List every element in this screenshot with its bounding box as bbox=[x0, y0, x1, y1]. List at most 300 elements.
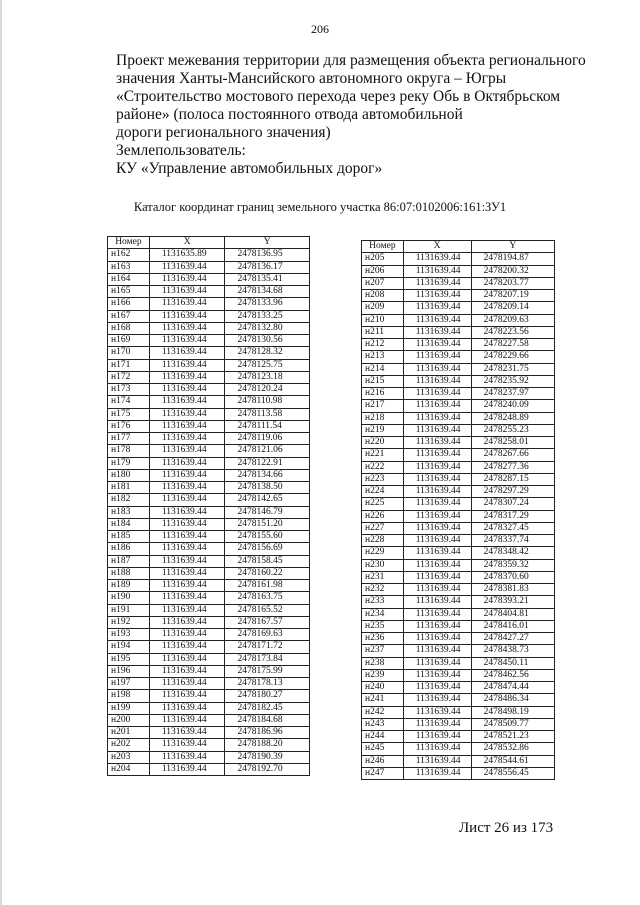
coord-y: 2478207.19 bbox=[471, 290, 554, 302]
coord-x: 1131639.44 bbox=[403, 412, 471, 424]
coord-x: 1131639.44 bbox=[403, 571, 471, 583]
coord-x: 1131639.44 bbox=[149, 518, 225, 530]
coord-x: 1131639.44 bbox=[149, 567, 225, 579]
point-number: н242 bbox=[362, 706, 404, 718]
coord-x: 1131639.44 bbox=[403, 731, 471, 743]
table-row bbox=[362, 535, 555, 547]
point-number: н183 bbox=[108, 506, 150, 518]
point-number: н171 bbox=[108, 359, 150, 371]
title-line: значения Ханты-Мансийского автономного округа – Югры bbox=[116, 70, 507, 87]
coord-y: 2478136.95 bbox=[225, 249, 310, 261]
point-number: н184 bbox=[108, 518, 150, 530]
coord-x: 1131639.44 bbox=[403, 584, 471, 596]
point-number: н210 bbox=[362, 314, 404, 326]
table-row bbox=[362, 608, 555, 620]
point-number: н207 bbox=[362, 277, 404, 289]
coord-x: 1131639.44 bbox=[149, 702, 225, 714]
coord-x: 1131639.44 bbox=[403, 522, 471, 534]
coord-x: 1131639.44 bbox=[403, 755, 471, 767]
coord-x: 1131639.44 bbox=[403, 302, 471, 314]
coord-x: 1131639.44 bbox=[149, 678, 225, 690]
coord-x: 1131639.44 bbox=[149, 445, 225, 457]
coord-x: 1131639.44 bbox=[403, 694, 471, 706]
table-row bbox=[108, 335, 310, 347]
coord-x: 1131639.44 bbox=[403, 498, 471, 510]
coord-x: 1131639.44 bbox=[149, 286, 225, 298]
table-row bbox=[108, 616, 310, 628]
point-number: н162 bbox=[108, 249, 150, 261]
coord-x: 1131639.44 bbox=[149, 629, 225, 641]
table-row bbox=[362, 437, 555, 449]
point-number: н221 bbox=[362, 449, 404, 461]
table-row bbox=[108, 273, 310, 285]
coordinates-table-left bbox=[107, 236, 310, 776]
coord-x: 1131639.44 bbox=[403, 547, 471, 559]
coord-x: 1131639.44 bbox=[149, 580, 225, 592]
point-number: н199 bbox=[108, 702, 150, 714]
coord-x: 1131639.44 bbox=[403, 633, 471, 645]
coord-y: 2478486.34 bbox=[471, 694, 554, 706]
point-number: н179 bbox=[108, 457, 150, 469]
point-number: н229 bbox=[362, 547, 404, 559]
header-y: Y bbox=[471, 241, 554, 253]
point-number: н233 bbox=[362, 596, 404, 608]
coord-y: 2478128.32 bbox=[225, 347, 310, 359]
table-row bbox=[108, 469, 310, 481]
coord-x: 1131639.44 bbox=[149, 494, 225, 506]
table-row bbox=[108, 543, 310, 555]
table-row bbox=[108, 665, 310, 677]
coord-x: 1131639.44 bbox=[149, 555, 225, 567]
point-number: н192 bbox=[108, 616, 150, 628]
point-number: н182 bbox=[108, 494, 150, 506]
coord-y: 2478337.74 bbox=[471, 535, 554, 547]
point-number: н193 bbox=[108, 629, 150, 641]
coord-y: 2478235.92 bbox=[471, 375, 554, 387]
point-number: н213 bbox=[362, 351, 404, 363]
coord-y: 2478194.87 bbox=[471, 253, 554, 265]
table-row bbox=[362, 596, 555, 608]
coord-y: 2478240.09 bbox=[471, 400, 554, 412]
table-row bbox=[108, 298, 310, 310]
table-row bbox=[362, 657, 555, 669]
coord-x: 1131639.44 bbox=[149, 408, 225, 420]
point-number: н217 bbox=[362, 400, 404, 412]
point-number: н220 bbox=[362, 437, 404, 449]
coord-y: 2478160.22 bbox=[225, 567, 310, 579]
point-number: н240 bbox=[362, 682, 404, 694]
table-row bbox=[362, 669, 555, 681]
point-number: н187 bbox=[108, 555, 150, 567]
point-number: н181 bbox=[108, 482, 150, 494]
point-number: н188 bbox=[108, 567, 150, 579]
coord-y: 2478156.69 bbox=[225, 543, 310, 555]
coord-y: 2478556.45 bbox=[471, 767, 554, 779]
coord-y: 2478237.97 bbox=[471, 388, 554, 400]
page-number: 206 bbox=[311, 22, 329, 36]
coord-y: 2478161.98 bbox=[225, 580, 310, 592]
coord-x: 1131639.44 bbox=[403, 669, 471, 681]
land-user-name: КУ «Управление автомобильных дорог» bbox=[116, 160, 383, 177]
point-number: н177 bbox=[108, 433, 150, 445]
coord-y: 2478125.75 bbox=[225, 359, 310, 371]
point-number: н204 bbox=[108, 763, 150, 775]
coord-x: 1131639.44 bbox=[403, 743, 471, 755]
table-row bbox=[362, 731, 555, 743]
point-number: н234 bbox=[362, 608, 404, 620]
header-y: Y bbox=[225, 237, 310, 249]
point-number: н190 bbox=[108, 592, 150, 604]
coord-y: 2478209.63 bbox=[471, 314, 554, 326]
point-number: н185 bbox=[108, 531, 150, 543]
table-row bbox=[362, 486, 555, 498]
coord-y: 2478165.52 bbox=[225, 604, 310, 616]
coord-y: 2478186.96 bbox=[225, 727, 310, 739]
coord-y: 2478404.81 bbox=[471, 608, 554, 620]
point-number: н237 bbox=[362, 645, 404, 657]
point-number: н209 bbox=[362, 302, 404, 314]
coord-x: 1131639.44 bbox=[403, 388, 471, 400]
coord-y: 2478138.50 bbox=[225, 482, 310, 494]
point-number: н196 bbox=[108, 665, 150, 677]
coord-y: 2478122.91 bbox=[225, 457, 310, 469]
point-number: н224 bbox=[362, 486, 404, 498]
table-row bbox=[108, 408, 310, 420]
table-row bbox=[362, 682, 555, 694]
coord-y: 2478134.66 bbox=[225, 469, 310, 481]
coord-x: 1131639.44 bbox=[149, 763, 225, 775]
point-number: н189 bbox=[108, 580, 150, 592]
coord-x: 1131639.44 bbox=[149, 665, 225, 677]
point-number: н243 bbox=[362, 718, 404, 730]
coord-x: 1131639.44 bbox=[403, 535, 471, 547]
coord-x: 1131639.44 bbox=[403, 277, 471, 289]
coord-x: 1131639.44 bbox=[403, 682, 471, 694]
coord-x: 1131639.44 bbox=[149, 714, 225, 726]
coord-y: 2478462.56 bbox=[471, 669, 554, 681]
table-row bbox=[108, 518, 310, 530]
coord-y: 2478248.89 bbox=[471, 412, 554, 424]
coord-x: 1131639.44 bbox=[403, 767, 471, 779]
coord-y: 2478427.27 bbox=[471, 633, 554, 645]
coord-y: 2478123.18 bbox=[225, 371, 310, 383]
point-number: н228 bbox=[362, 535, 404, 547]
table-row bbox=[362, 694, 555, 706]
coord-x: 1131639.44 bbox=[403, 449, 471, 461]
coord-y: 2478121.06 bbox=[225, 445, 310, 457]
coord-x: 1131639.44 bbox=[149, 457, 225, 469]
table-row bbox=[362, 265, 555, 277]
table-row bbox=[362, 473, 555, 485]
title-line: дороги регионального значения) bbox=[116, 124, 331, 141]
coord-x: 1131639.44 bbox=[149, 653, 225, 665]
title-line: районе» (полоса постоянного отвода автомобильной bbox=[116, 106, 463, 123]
table-row bbox=[362, 277, 555, 289]
point-number: н200 bbox=[108, 714, 150, 726]
coord-x: 1131639.44 bbox=[403, 718, 471, 730]
coord-x: 1131639.44 bbox=[149, 543, 225, 555]
coord-x: 1131639.44 bbox=[149, 469, 225, 481]
coord-y: 2478146.79 bbox=[225, 506, 310, 518]
coord-y: 2478498.19 bbox=[471, 706, 554, 718]
table-row bbox=[108, 506, 310, 518]
point-number: н232 bbox=[362, 584, 404, 596]
point-number: н175 bbox=[108, 408, 150, 420]
point-number: н203 bbox=[108, 751, 150, 763]
table-row bbox=[108, 690, 310, 702]
coord-x: 1131639.44 bbox=[149, 298, 225, 310]
coord-x: 1131639.44 bbox=[149, 396, 225, 408]
table-row bbox=[108, 347, 310, 359]
coord-y: 2478132.80 bbox=[225, 322, 310, 334]
table-row bbox=[108, 555, 310, 567]
point-number: н195 bbox=[108, 653, 150, 665]
coord-x: 1131639.44 bbox=[403, 290, 471, 302]
header-x: X bbox=[403, 241, 471, 253]
table-row bbox=[108, 739, 310, 751]
table-row bbox=[108, 763, 310, 775]
table-row bbox=[108, 261, 310, 273]
table-row bbox=[362, 767, 555, 779]
point-number: н208 bbox=[362, 290, 404, 302]
table-row bbox=[362, 498, 555, 510]
coord-x: 1131639.44 bbox=[149, 616, 225, 628]
header-number: Номер bbox=[362, 241, 404, 253]
point-number: н170 bbox=[108, 347, 150, 359]
point-number: н165 bbox=[108, 286, 150, 298]
coord-y: 2478158.45 bbox=[225, 555, 310, 567]
table-row bbox=[362, 253, 555, 265]
coord-y: 2478277.36 bbox=[471, 461, 554, 473]
coord-x: 1131639.44 bbox=[149, 641, 225, 653]
coord-y: 2478521.23 bbox=[471, 731, 554, 743]
point-number: н201 bbox=[108, 727, 150, 739]
point-number: н168 bbox=[108, 322, 150, 334]
title-line: Проект межевания территории для размещения объекта регионального bbox=[116, 52, 586, 69]
point-number: н218 bbox=[362, 412, 404, 424]
coord-y: 2478381.83 bbox=[471, 584, 554, 596]
point-number: н239 bbox=[362, 669, 404, 681]
coord-x: 1131639.44 bbox=[403, 326, 471, 338]
point-number: н198 bbox=[108, 690, 150, 702]
coord-y: 2478307.24 bbox=[471, 498, 554, 510]
point-number: н223 bbox=[362, 473, 404, 485]
coord-y: 2478182.45 bbox=[225, 702, 310, 714]
table-row bbox=[108, 310, 310, 322]
coord-y: 2478163.75 bbox=[225, 592, 310, 604]
coord-x: 1131639.44 bbox=[403, 375, 471, 387]
coord-y: 2478370.60 bbox=[471, 571, 554, 583]
table-row bbox=[362, 633, 555, 645]
point-number: н186 bbox=[108, 543, 150, 555]
coord-y: 2478178.13 bbox=[225, 678, 310, 690]
coord-y: 2478111.54 bbox=[225, 420, 310, 432]
coord-y: 2478155.60 bbox=[225, 531, 310, 543]
point-number: н211 bbox=[362, 326, 404, 338]
coord-y: 2478190.39 bbox=[225, 751, 310, 763]
table-row bbox=[108, 567, 310, 579]
coord-x: 1131639.44 bbox=[403, 400, 471, 412]
coord-y: 2478134.68 bbox=[225, 286, 310, 298]
table-row bbox=[108, 714, 310, 726]
point-number: н225 bbox=[362, 498, 404, 510]
coord-y: 2478175.99 bbox=[225, 665, 310, 677]
coord-y: 2478119.06 bbox=[225, 433, 310, 445]
coord-x: 1131639.44 bbox=[403, 706, 471, 718]
coord-y: 2478133.25 bbox=[225, 310, 310, 322]
coord-x: 1131639.44 bbox=[149, 506, 225, 518]
point-number: н216 bbox=[362, 388, 404, 400]
table-row bbox=[362, 620, 555, 632]
coord-y: 2478317.29 bbox=[471, 510, 554, 522]
table-row bbox=[362, 584, 555, 596]
point-number: н214 bbox=[362, 363, 404, 375]
table-row bbox=[108, 433, 310, 445]
coord-x: 1131639.44 bbox=[149, 273, 225, 285]
coord-y: 2478209.14 bbox=[471, 302, 554, 314]
table-row bbox=[362, 559, 555, 571]
table-row bbox=[362, 400, 555, 412]
coord-y: 2478229.66 bbox=[471, 351, 554, 363]
coord-x: 1131639.44 bbox=[149, 347, 225, 359]
table-row bbox=[362, 290, 555, 302]
table-row bbox=[108, 580, 310, 592]
coord-x: 1131639.44 bbox=[149, 384, 225, 396]
header-x: X bbox=[149, 237, 225, 249]
point-number: н230 bbox=[362, 559, 404, 571]
coord-y: 2478120.24 bbox=[225, 384, 310, 396]
point-number: н166 bbox=[108, 298, 150, 310]
table-row bbox=[362, 363, 555, 375]
coord-y: 2478173.84 bbox=[225, 653, 310, 665]
table-row bbox=[108, 604, 310, 616]
table-row bbox=[108, 322, 310, 334]
coord-y: 2478113.58 bbox=[225, 408, 310, 420]
table-row bbox=[362, 314, 555, 326]
table-row bbox=[108, 751, 310, 763]
table-row bbox=[108, 641, 310, 653]
coord-y: 2478509.77 bbox=[471, 718, 554, 730]
coord-y: 2478359.32 bbox=[471, 559, 554, 571]
table-row bbox=[362, 522, 555, 534]
coord-y: 2478142.65 bbox=[225, 494, 310, 506]
table-row bbox=[108, 592, 310, 604]
coord-y: 2478200.32 bbox=[471, 265, 554, 277]
coord-x: 1131639.44 bbox=[403, 486, 471, 498]
coord-y: 2478231.75 bbox=[471, 363, 554, 375]
scan-edge bbox=[0, 0, 2, 905]
table-row bbox=[362, 571, 555, 583]
point-number: н191 bbox=[108, 604, 150, 616]
table-row bbox=[108, 494, 310, 506]
table-row bbox=[108, 482, 310, 494]
coord-y: 2478474.44 bbox=[471, 682, 554, 694]
table-row bbox=[108, 531, 310, 543]
coord-y: 2478110.98 bbox=[225, 396, 310, 408]
coord-x: 1131639.44 bbox=[403, 473, 471, 485]
table-row bbox=[362, 718, 555, 730]
point-number: н178 bbox=[108, 445, 150, 457]
coord-x: 1131639.44 bbox=[149, 433, 225, 445]
coord-y: 2478438.73 bbox=[471, 645, 554, 657]
coord-y: 2478184.68 bbox=[225, 714, 310, 726]
point-number: н235 bbox=[362, 620, 404, 632]
coord-x: 1131639.44 bbox=[149, 420, 225, 432]
coord-y: 2478267.66 bbox=[471, 449, 554, 461]
coord-y: 2478180.27 bbox=[225, 690, 310, 702]
table-row bbox=[108, 286, 310, 298]
point-number: н222 bbox=[362, 461, 404, 473]
coord-x: 1131639.44 bbox=[149, 727, 225, 739]
coord-x: 1131639.44 bbox=[403, 339, 471, 351]
point-number: н219 bbox=[362, 424, 404, 436]
coord-y: 2478151.20 bbox=[225, 518, 310, 530]
coord-y: 2478287.15 bbox=[471, 473, 554, 485]
point-number: н241 bbox=[362, 694, 404, 706]
coord-y: 2478416.01 bbox=[471, 620, 554, 632]
coord-y: 2478133.96 bbox=[225, 298, 310, 310]
table-row bbox=[362, 547, 555, 559]
table-row bbox=[108, 653, 310, 665]
table-row bbox=[362, 388, 555, 400]
coord-y: 2478188.20 bbox=[225, 739, 310, 751]
coord-x: 1131639.44 bbox=[149, 359, 225, 371]
title-line: «Строительство мостового перехода через реку Обь в Октябрьском bbox=[116, 88, 561, 105]
point-number: н176 bbox=[108, 420, 150, 432]
table-row bbox=[108, 371, 310, 383]
coord-x: 1131639.44 bbox=[149, 371, 225, 383]
coord-x: 1131639.44 bbox=[403, 620, 471, 632]
point-number: н244 bbox=[362, 731, 404, 743]
point-number: н164 bbox=[108, 273, 150, 285]
coord-x: 1131639.44 bbox=[403, 314, 471, 326]
coord-x: 1131639.44 bbox=[403, 596, 471, 608]
table-row bbox=[362, 339, 555, 351]
table-header-row bbox=[362, 241, 555, 253]
table-row bbox=[108, 457, 310, 469]
point-number: н247 bbox=[362, 767, 404, 779]
coord-x: 1131639.44 bbox=[149, 739, 225, 751]
coord-x: 1131639.44 bbox=[403, 645, 471, 657]
coord-y: 2478532.86 bbox=[471, 743, 554, 755]
table-row bbox=[362, 461, 555, 473]
point-number: н227 bbox=[362, 522, 404, 534]
table-row bbox=[108, 396, 310, 408]
table-row bbox=[362, 706, 555, 718]
table-row bbox=[362, 302, 555, 314]
header-number: Номер bbox=[108, 237, 150, 249]
table-row bbox=[108, 359, 310, 371]
point-number: н245 bbox=[362, 743, 404, 755]
point-number: н167 bbox=[108, 310, 150, 322]
coordinates-table-right bbox=[361, 240, 555, 780]
coord-x: 1131639.44 bbox=[149, 482, 225, 494]
coord-y: 2478297.29 bbox=[471, 486, 554, 498]
coord-x: 1131639.44 bbox=[149, 592, 225, 604]
coord-y: 2478167.57 bbox=[225, 616, 310, 628]
point-number: н173 bbox=[108, 384, 150, 396]
sheet-number: Лист 26 из 173 bbox=[459, 820, 554, 836]
table-row bbox=[362, 510, 555, 522]
table-row bbox=[362, 755, 555, 767]
coord-x: 1131639.44 bbox=[403, 559, 471, 571]
coord-x: 1131639.44 bbox=[149, 751, 225, 763]
point-number: н180 bbox=[108, 469, 150, 481]
coord-x: 1131639.44 bbox=[403, 608, 471, 620]
document-title bbox=[116, 52, 586, 178]
point-number: н215 bbox=[362, 375, 404, 387]
table-row bbox=[108, 702, 310, 714]
